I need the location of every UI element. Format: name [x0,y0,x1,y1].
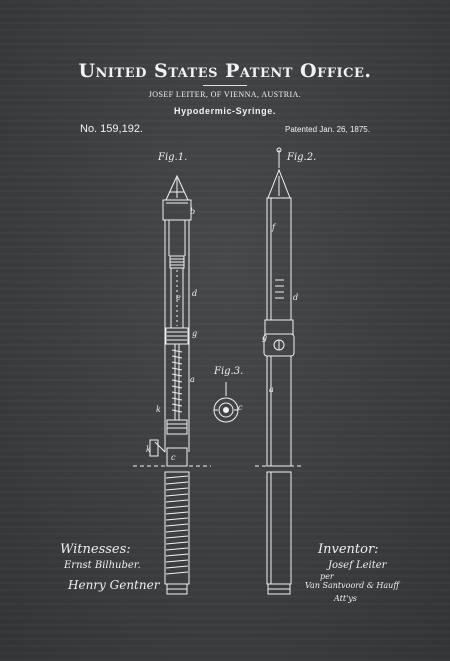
per-text: per [320,572,334,581]
figure-1-label: Fig.1. [158,152,188,163]
svg-text:a: a [190,375,195,384]
figure-3-label: Fig.3. [214,366,244,377]
svg-text:c: c [171,453,176,462]
svg-text:d: d [192,289,198,298]
figure-1-sectional-view [133,176,211,594]
inventor-signature: Josef Leiter [328,560,387,571]
invention-subject: Hypodermic-Syringe. [174,106,276,116]
inventor-line: JOSEF LEITER, OF VIENNA, AUSTRIA. [148,90,302,99]
svg-text:a: a [269,385,274,394]
figure-2-elevation-view [255,148,303,594]
attorney-signature: Van Santvoord & Hauff [305,581,399,590]
witness-signature-1: Ernst Bilhuber. [64,560,141,571]
witnesses-label: Witnesses: [60,542,131,557]
patent-date: Patented Jan. 26, 1875. [285,125,370,134]
attorney-abbrev: Att'ys [334,594,357,603]
inventor-label: Inventor: [318,542,379,557]
svg-text:k: k [146,445,151,454]
svg-text:k: k [156,405,161,414]
svg-text:f: f [272,223,275,232]
svg-text:c: c [238,403,243,412]
svg-text:g: g [262,333,268,342]
svg-text:d: d [293,293,299,302]
svg-text:e: e [176,293,181,302]
figure-2-label: Fig.2. [287,152,317,163]
patent-office-title: United States Patent Office. [78,60,372,82]
patent-number: No. 159,192. [80,123,143,135]
figure-3-detail [214,382,238,422]
svg-text:g: g [192,329,198,338]
svg-text:b: b [190,207,196,216]
witness-signature-2: Henry Gentner [68,578,160,592]
